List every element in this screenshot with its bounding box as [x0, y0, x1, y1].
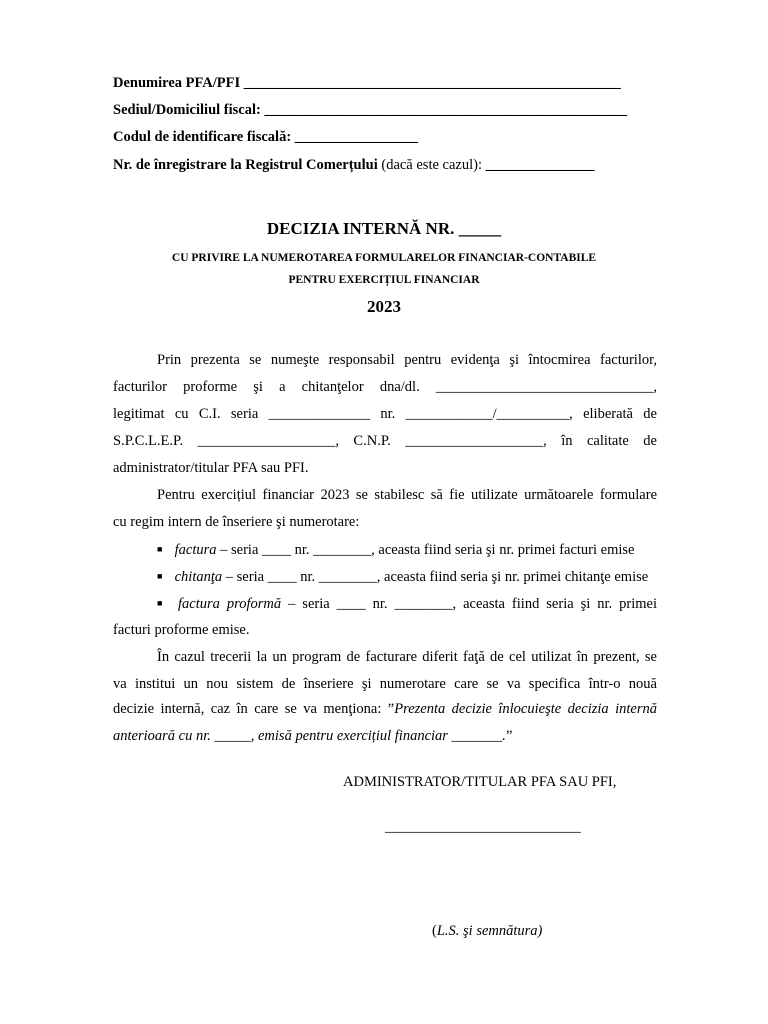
signature-role: ADMINISTRATOR/TITULAR PFA SAU PFI,: [343, 774, 617, 790]
closing-quote: ”: [505, 728, 513, 744]
fiscal-code-row: [113, 128, 418, 146]
paragraph-1-line-2: facturilor proforme şi a chitanţelor dna/dl. ______________________________,: [113, 379, 657, 395]
paragraph-2-line-1: Pentru exercițiul financiar 2023 se stabilesc să fie utilizate următoarele formulare: [157, 487, 657, 503]
list-item: [157, 594, 657, 613]
paragraph-1-line-4: S.P.C.L.E.P. ___________________, C.N.P. ___________________, în calitate de: [113, 433, 657, 449]
fiscal-address-row: [113, 101, 627, 119]
paragraph-1-line-5: administrator/titular PFA sau PFI.: [113, 460, 309, 476]
trade-register-note: (dacă este cazul):: [381, 157, 482, 173]
trade-register-blank: _______________: [485, 157, 595, 173]
subtitle-line-2: PENTRU EXERCIȚIUL FINANCIAR: [288, 274, 480, 286]
list-item-text: – seria ____ nr. ________, aceasta fiind seria şi nr. primei chitanţe emise: [225, 569, 649, 585]
paragraph-3-line-1: În cazul trecerii la un program de facturare diferit faţă de cel utilizat în prezent, se: [157, 649, 657, 665]
quoted-text-end: anterioară cu nr. _____, emisă pentru exercițiul financiar _______.: [113, 728, 506, 744]
paragraph-3-line-3-text: decizie internă, caz în care se va menţiona: ”: [113, 701, 395, 717]
square-bullet-icon: ■: [157, 598, 163, 608]
pfa-name-blank: ____________________________________________________: [243, 75, 621, 91]
fiscal-code-blank: _________________: [294, 129, 419, 145]
fiscal-year: 2023: [367, 297, 401, 316]
paragraph-1-line-3: legitimat cu C.I. seria ______________ nr. ____________/__________, eliberată de: [113, 406, 657, 422]
fiscal-code-label: Codul de identificare fiscală:: [113, 129, 292, 145]
pfa-name-label: Denumirea PFA/PFI: [113, 75, 241, 91]
seal-open-paren: (: [432, 923, 437, 939]
trade-register-label: Nr. de înregistrare la Registrul Comerțului: [113, 157, 378, 173]
fiscal-address-label: Sediul/Domiciliul fiscal:: [113, 102, 261, 118]
pfa-name-row: [113, 74, 621, 92]
list-item-text: – seria ____ nr. ________, aceasta fiind seria şi nr. primei facturi emise: [220, 542, 635, 558]
paragraph-3-line-4: [113, 727, 512, 745]
signature-line: ___________________________: [385, 819, 581, 835]
seal-signature-text: L.S. şi semnătura): [436, 923, 543, 939]
trade-register-row: [113, 156, 594, 174]
list-item-name: factura: [174, 542, 217, 558]
list-item-name: factura proformă: [177, 596, 282, 612]
list-item: [157, 567, 648, 586]
square-bullet-icon: ■: [157, 571, 163, 581]
list-item-text: – seria ____ nr. ________, aceasta fiind seria şi nr. primei: [288, 596, 658, 612]
paragraph-3-line-2: va institui un nou sistem de înseriere şi numerotare care se va specifica într-o nouă: [113, 676, 657, 692]
paragraph-3-line-3: [113, 700, 657, 718]
quoted-text-start: Prezenta decizie înlocuieşte decizia internă: [394, 701, 657, 717]
paragraph-1-line-1: Prin prezenta se numeşte responsabil pentru evidenţa şi întocmirea facturilor,: [157, 352, 657, 368]
subtitle-line-1: CU PRIVIRE LA NUMEROTAREA FORMULARELOR FINANCIAR-CONTABILE: [171, 252, 597, 264]
list-item-continuation: facturi proforme emise.: [113, 622, 250, 638]
list-item: [157, 540, 634, 559]
paragraph-2-line-2: cu regim intern de înseriere şi numerotare:: [113, 514, 360, 530]
square-bullet-icon: ■: [157, 544, 163, 554]
page-title: DECIZIA INTERNĂ NR. _____: [266, 219, 502, 238]
seal-signature-note: [432, 922, 542, 940]
fiscal-address-blank: __________________________________________________: [264, 102, 627, 118]
list-item-name: chitanţa: [174, 569, 223, 585]
